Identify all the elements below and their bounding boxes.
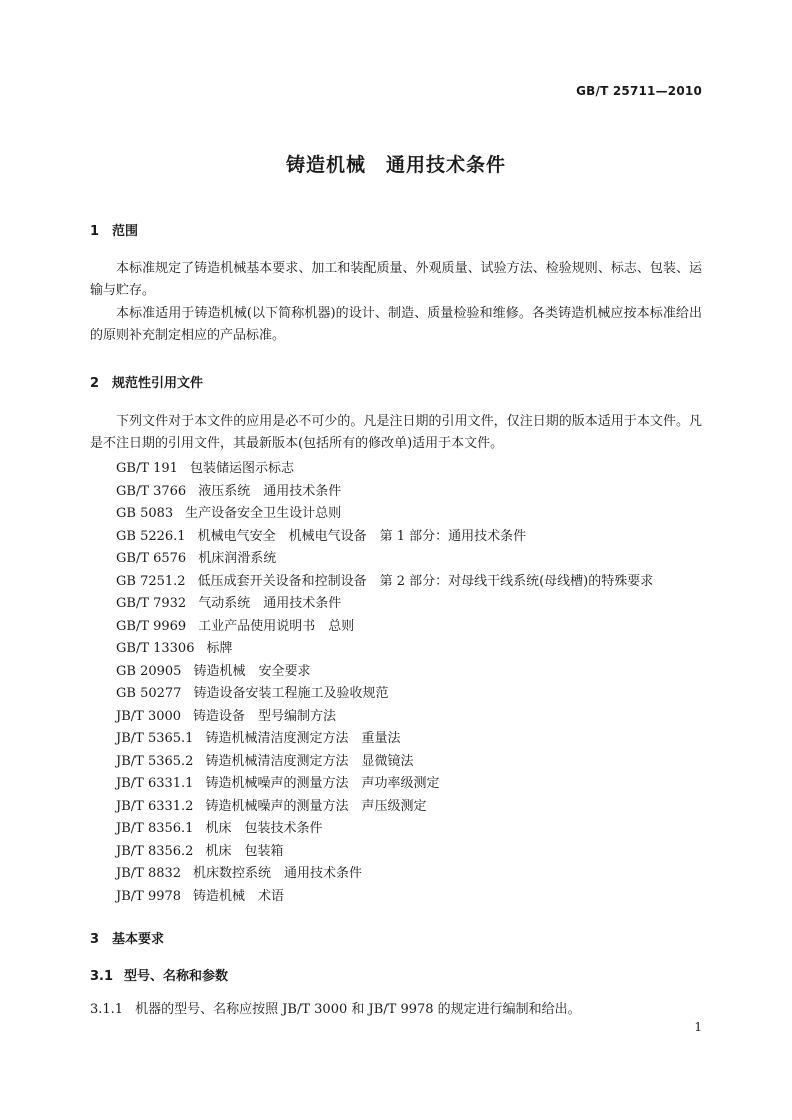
subsection-title: 型号、名称和参数: [124, 969, 229, 984]
reference-item: [116, 796, 702, 819]
subsection-number: 3.1: [90, 969, 114, 984]
section-1-heading: [90, 220, 138, 239]
reference-code: JB/T 3000: [116, 708, 182, 724]
section-2-heading: [90, 372, 203, 391]
reference-code: GB/T 7932: [116, 596, 187, 611]
reference-list: [116, 458, 702, 908]
reference-title: 铸造机械 安全要求: [193, 663, 311, 679]
standard-code: GB/T 25711—2010: [576, 84, 702, 98]
reference-item: [116, 661, 702, 684]
reference-item: [116, 481, 702, 504]
reference-item: [116, 503, 702, 526]
section-number: 1: [90, 224, 100, 239]
reference-code: GB/T 13306: [116, 641, 195, 656]
page-number: 1: [694, 1020, 702, 1034]
document-title: 铸造机械 通用技术条件: [285, 154, 506, 176]
reference-item: [116, 526, 702, 549]
clause-text: 机器的型号、名称应按照 JB/T 3000 和 JB/T 9978 的规定进行编制和给出。: [135, 1002, 581, 1017]
section-number: 2: [90, 376, 100, 391]
reference-title: 机床 包装技术条件: [205, 821, 323, 836]
reference-item: [116, 863, 702, 886]
reference-code: JB/T 5365.1: [116, 731, 194, 746]
reference-code: GB 20905: [116, 663, 182, 679]
reference-code: JB/T 6331.1: [116, 776, 194, 791]
reference-item: [116, 616, 702, 639]
subsection-3-1-heading: [90, 965, 228, 984]
reference-title: 包装储运图示标志: [189, 461, 294, 476]
reference-title: 铸造机械清洁度测定方法 显微镜法: [205, 753, 414, 769]
reference-code: GB/T 191: [116, 461, 178, 476]
reference-code: GB/T 9969: [116, 618, 187, 634]
reference-item: [116, 728, 702, 751]
reference-title: 液压系统 通用技术条件: [198, 483, 342, 499]
reference-item: [116, 683, 702, 706]
reference-item: [116, 458, 702, 481]
reference-item: [116, 593, 702, 616]
reference-code: GB 5226.1: [116, 528, 186, 544]
reference-item: [116, 638, 702, 661]
reference-title: 生产设备安全卫生设计总则: [185, 506, 342, 521]
reference-code: JB/T 8832: [116, 866, 182, 881]
reference-item: [116, 548, 702, 571]
reference-item: [116, 818, 702, 841]
scope-paragraph-1: 本标准规定了铸造机械基本要求、加工和装配质量、外观质量、试验方法、检验规则、标志、包装、运输与贮存。: [90, 261, 702, 298]
reference-item: [116, 773, 702, 796]
reference-code: GB 7251.2: [116, 573, 186, 589]
section-title: 范围: [112, 224, 139, 239]
reference-item: [116, 706, 702, 729]
reference-code: JB/T 8356.1: [116, 821, 194, 836]
reference-title: 机床润滑系统: [198, 551, 277, 566]
reference-code: JB/T 5365.2: [116, 753, 194, 769]
reference-title: 低压成套开关设备和控制设备 第 2 部分：对母线干线系统(母线槽)的特殊要求: [197, 573, 654, 589]
reference-code: GB/T 3766: [116, 483, 187, 499]
reference-title: 气动系统 通用技术条件: [198, 596, 342, 611]
reference-code: JB/T 9978: [116, 888, 182, 904]
section-3-heading: [90, 928, 164, 947]
reference-title: 机床 包装箱: [205, 843, 284, 859]
scope-paragraph-2: 本标准适用于铸造机械(以下简称机器)的设计、制造、质量检验和维修。各类铸造机械应按本标准给出的原则补充制定相应的产品标准。: [90, 306, 702, 343]
reference-title: 铸造设备安装工程施工及验收规范: [193, 686, 389, 701]
reference-code: GB 5083: [116, 506, 174, 521]
normative-refs-intro: 下列文件对于本文件的应用是必不可少的。凡是注日期的引用文件，仅注日期的版本适用于本文件。凡是不注日期的引用文件，其最新版本(包括所有的修改单)适用于本文件。: [90, 414, 702, 451]
section-number: 3: [90, 932, 100, 947]
reference-item: [116, 751, 702, 774]
section-title: 规范性引用文件: [112, 376, 204, 391]
reference-title: 铸造设备 型号编制方法: [193, 708, 337, 724]
reference-title: 工业产品使用说明书 总则: [198, 618, 355, 634]
reference-title: 机床数控系统 通用技术条件: [193, 866, 363, 881]
reference-title: 机械电气安全 机械电气设备 第 1 部分：通用技术条件: [197, 528, 527, 544]
reference-code: GB/T 6576: [116, 551, 187, 566]
clause-3-1-1: [90, 998, 581, 1017]
reference-code: JB/T 6331.2: [116, 798, 194, 814]
reference-code: GB 50277: [116, 686, 182, 701]
reference-code: JB/T 8356.2: [116, 843, 194, 859]
reference-title: 铸造机械 术语: [193, 888, 285, 904]
reference-title: 标牌: [206, 641, 233, 656]
reference-item: [116, 841, 702, 864]
reference-item: [116, 571, 702, 594]
reference-title: 铸造机械清洁度测定方法 重量法: [205, 731, 401, 746]
reference-title: 铸造机械噪声的测量方法 声压级测定: [205, 798, 427, 814]
clause-number: 3.1.1: [90, 1002, 124, 1017]
reference-item: [116, 886, 702, 909]
section-title: 基本要求: [112, 932, 165, 947]
reference-title: 铸造机械噪声的测量方法 声功率级测定: [205, 776, 440, 791]
